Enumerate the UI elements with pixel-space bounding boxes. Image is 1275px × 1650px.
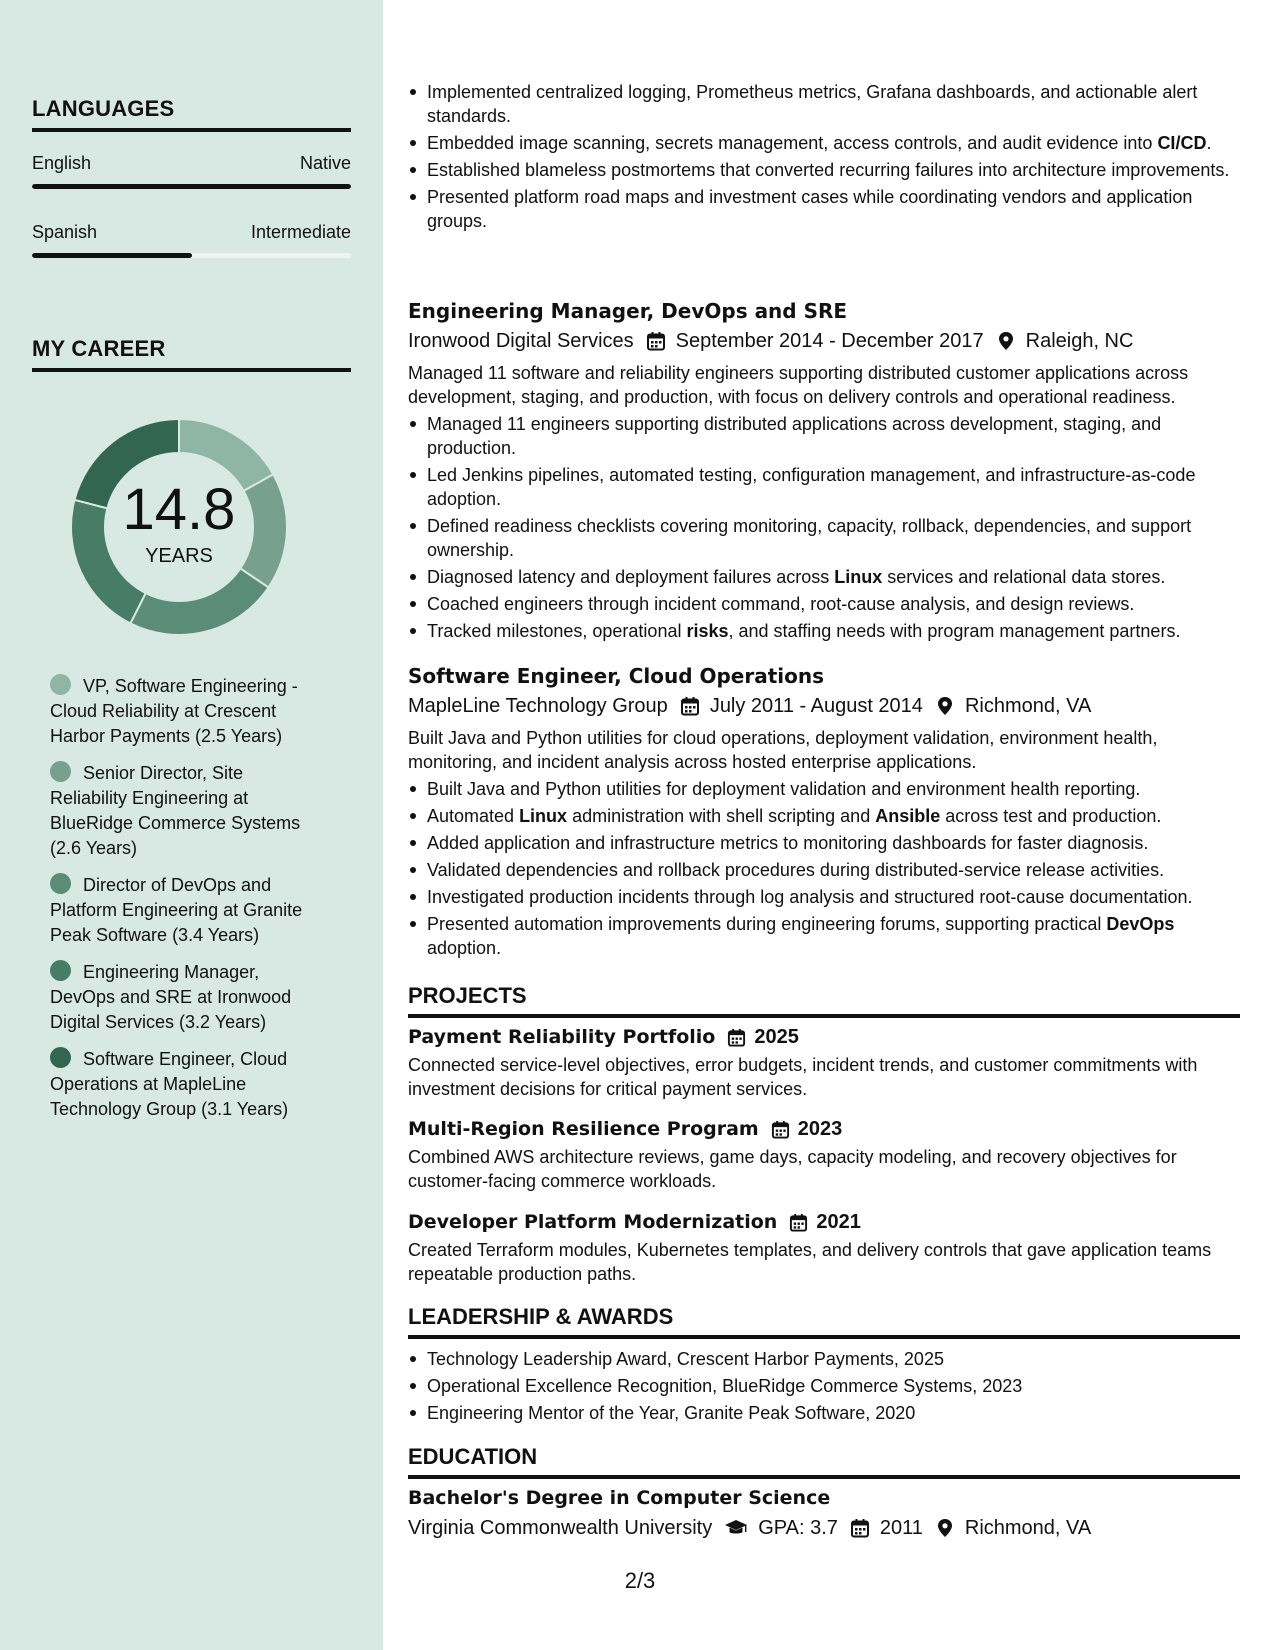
language-spanish-fill bbox=[32, 253, 192, 258]
career-legend-label: Director of DevOps and Platform Engineering at Granite Peak Software (3.4 Years) bbox=[50, 875, 303, 945]
career-legend-item bbox=[50, 960, 320, 1035]
career-legend-label: Senior Director, Site Reliability Engineering at BlueRidge Commerce Systems (2.6 Years) bbox=[50, 763, 301, 858]
award-item: Technology Leadership Award, Crescent Harbor Payments, 2025 bbox=[408, 1347, 1248, 1371]
career-legend-label: VP, Software Engineering - Cloud Reliability at Crescent Harbor Payments (2.5 Years) bbox=[50, 676, 298, 746]
languages-heading: LANGUAGES bbox=[32, 96, 351, 132]
calendar-icon bbox=[646, 331, 666, 351]
map-pin-icon bbox=[935, 696, 955, 716]
language-name: English bbox=[32, 153, 92, 173]
job-entry bbox=[408, 297, 1248, 646]
job-company: Ironwood Digital Services bbox=[408, 330, 634, 352]
language-english-fill bbox=[32, 184, 351, 189]
project-name: Payment Reliability Portfolio bbox=[408, 1026, 716, 1048]
sidebar bbox=[0, 0, 383, 1650]
calendar-icon bbox=[727, 1028, 746, 1047]
career-total bbox=[66, 414, 292, 640]
job-title: Software Engineer, Cloud Operations bbox=[408, 664, 825, 688]
project-header bbox=[408, 1115, 1248, 1143]
calendar-icon bbox=[771, 1120, 790, 1139]
education-degree: Bachelor's Degree in Computer Science bbox=[408, 1487, 831, 1509]
career-legend bbox=[50, 674, 320, 1134]
project-year: 2025 bbox=[754, 1026, 799, 1048]
project-entry bbox=[408, 1115, 1248, 1193]
project-name: Developer Platform Modernization bbox=[408, 1211, 778, 1233]
career-legend-item bbox=[50, 1047, 320, 1122]
language-english bbox=[32, 153, 351, 174]
career-total-value: 14.8 bbox=[122, 476, 236, 542]
project-description: Combined AWS architecture reviews, game days, capacity modeling, and recovery objectives for customer-facing commerce workloads. bbox=[408, 1147, 1177, 1191]
bullet-item: Diagnosed latency and deployment failures across Linux services and relational data stores. bbox=[408, 565, 1248, 589]
language-spanish-bar bbox=[32, 253, 351, 258]
job-dates: July 2011 - August 2014 bbox=[709, 695, 923, 717]
project-year: 2021 bbox=[816, 1211, 861, 1233]
career-total-unit: YEARS bbox=[145, 544, 213, 567]
award-item: Operational Excellence Recognition, BlueRidge Commerce Systems, 2023 bbox=[408, 1374, 1248, 1398]
job-meta bbox=[408, 326, 1248, 356]
education-entry bbox=[408, 1484, 1248, 1543]
bullet-item: Tracked milestones, operational risks, and staffing needs with program management partners. bbox=[408, 619, 1248, 643]
project-header bbox=[408, 1208, 1248, 1236]
bullet-item: Built Java and Python utilities for deployment validation and environment health reporting. bbox=[408, 777, 1248, 801]
bullet-item: Presented platform road maps and investment cases while coordinating vendors and application groups. bbox=[408, 185, 1248, 233]
project-name: Multi-Region Resilience Program bbox=[408, 1118, 759, 1140]
graduation-cap-icon bbox=[724, 1518, 748, 1538]
bullet-item: Managed 11 engineers supporting distributed applications across development, staging, and production. bbox=[408, 412, 1248, 460]
career-legend-label: Engineering Manager, DevOps and SRE at Ironwood Digital Services (3.2 Years) bbox=[50, 962, 292, 1032]
bullet-item: Added application and infrastructure metrics to monitoring dashboards for faster diagnosis. bbox=[408, 831, 1248, 855]
previous-job-bullets bbox=[408, 80, 1248, 236]
language-spanish bbox=[32, 222, 351, 243]
bullet-item: Embedded image scanning, secrets management, access controls, and audit evidence into CI/CD. bbox=[408, 131, 1248, 155]
legend-dot-icon bbox=[50, 674, 71, 695]
job-dates: September 2014 - December 2017 bbox=[675, 330, 984, 352]
job-location: Raleigh, NC bbox=[1025, 330, 1134, 352]
bullet-item: Led Jenkins pipelines, automated testing, configuration management, and infrastructure-as-code adoption. bbox=[408, 463, 1248, 511]
language-level: Native bbox=[299, 153, 351, 173]
job-meta bbox=[408, 691, 1248, 721]
career-legend-label: Software Engineer, Cloud Operations at MapleLine Technology Group (3.1 Years) bbox=[50, 1049, 289, 1119]
job-description: Managed 11 software and reliability engineers supporting distributed customer applications across development, staging, and production, with focus on delivery controls and operational readiness. bbox=[408, 363, 1189, 407]
map-pin-icon bbox=[996, 331, 1016, 351]
education-year: 2011 bbox=[879, 1517, 923, 1539]
career-heading: MY CAREER bbox=[32, 336, 351, 372]
projects-heading: PROJECTS bbox=[408, 983, 1240, 1018]
calendar-icon bbox=[680, 696, 700, 716]
education-location: Richmond, VA bbox=[964, 1517, 1092, 1539]
project-year: 2023 bbox=[797, 1118, 843, 1140]
education-meta bbox=[408, 1513, 1248, 1543]
job-company: MapleLine Technology Group bbox=[408, 695, 668, 717]
calendar-icon bbox=[789, 1213, 808, 1232]
bullet-item: Established blameless postmortems that converted recurring failures into architecture improvements. bbox=[408, 158, 1248, 182]
education-heading: EDUCATION bbox=[408, 1444, 1240, 1479]
bullet-item: Defined readiness checklists covering monitoring, capacity, rollback, dependencies, and support ownership. bbox=[408, 514, 1248, 562]
career-legend-item bbox=[50, 873, 320, 948]
language-level: Intermediate bbox=[250, 222, 351, 242]
project-entry bbox=[408, 1208, 1248, 1286]
job-entry bbox=[408, 662, 1248, 963]
education-gpa: GPA: 3.7 bbox=[758, 1517, 838, 1539]
bullet-item: Validated dependencies and rollback procedures during distributed-service release activities. bbox=[408, 858, 1248, 882]
education-school: Virginia Commonwealth University bbox=[408, 1517, 713, 1539]
bullet-item: Presented automation improvements during engineering forums, supporting practical DevOps adoption. bbox=[408, 912, 1248, 960]
language-english-bar bbox=[32, 184, 351, 189]
bullet-item: Automated Linux administration with shell scripting and Ansible across test and production. bbox=[408, 804, 1248, 828]
project-header bbox=[408, 1023, 1248, 1051]
job-location: Richmond, VA bbox=[964, 695, 1092, 717]
legend-dot-icon bbox=[50, 1047, 71, 1068]
project-description: Created Terraform modules, Kubernetes templates, and delivery controls that gave application teams repeatable production paths. bbox=[408, 1240, 1212, 1284]
project-entry bbox=[408, 1023, 1248, 1101]
career-donut-chart bbox=[66, 414, 292, 640]
job-description: Built Java and Python utilities for cloud operations, deployment validation, environment health, monitoring, and incident analysis across hosted enterprise applications. bbox=[408, 728, 1158, 772]
project-description: Connected service-level objectives, error budgets, incident trends, and customer commitments with investment decisions for critical payment services. bbox=[408, 1055, 1198, 1099]
career-legend-item bbox=[50, 674, 320, 749]
bullet-item: Coached engineers through incident command, root-cause analysis, and design reviews. bbox=[408, 592, 1248, 616]
legend-dot-icon bbox=[50, 873, 71, 894]
career-legend-item bbox=[50, 761, 320, 861]
award-item: Engineering Mentor of the Year, Granite Peak Software, 2020 bbox=[408, 1401, 1248, 1425]
job-bullets bbox=[408, 412, 1248, 643]
legend-dot-icon bbox=[50, 960, 71, 981]
bullet-item: Investigated production incidents through log analysis and structured root-cause documentation. bbox=[408, 885, 1248, 909]
job-bullets bbox=[408, 777, 1248, 960]
main-content bbox=[383, 0, 1275, 1650]
awards-heading: LEADERSHIP & AWARDS bbox=[408, 1304, 1240, 1339]
legend-dot-icon bbox=[50, 761, 71, 782]
awards-list bbox=[408, 1347, 1248, 1428]
language-name: Spanish bbox=[32, 222, 98, 242]
page-number: 2/3 bbox=[624, 1568, 656, 1593]
calendar-icon bbox=[850, 1518, 870, 1538]
bullet-item: Implemented centralized logging, Prometheus metrics, Grafana dashboards, and actionable alert standards. bbox=[408, 80, 1248, 128]
map-pin-icon bbox=[935, 1518, 955, 1538]
job-title: Engineering Manager, DevOps and SRE bbox=[408, 299, 848, 323]
